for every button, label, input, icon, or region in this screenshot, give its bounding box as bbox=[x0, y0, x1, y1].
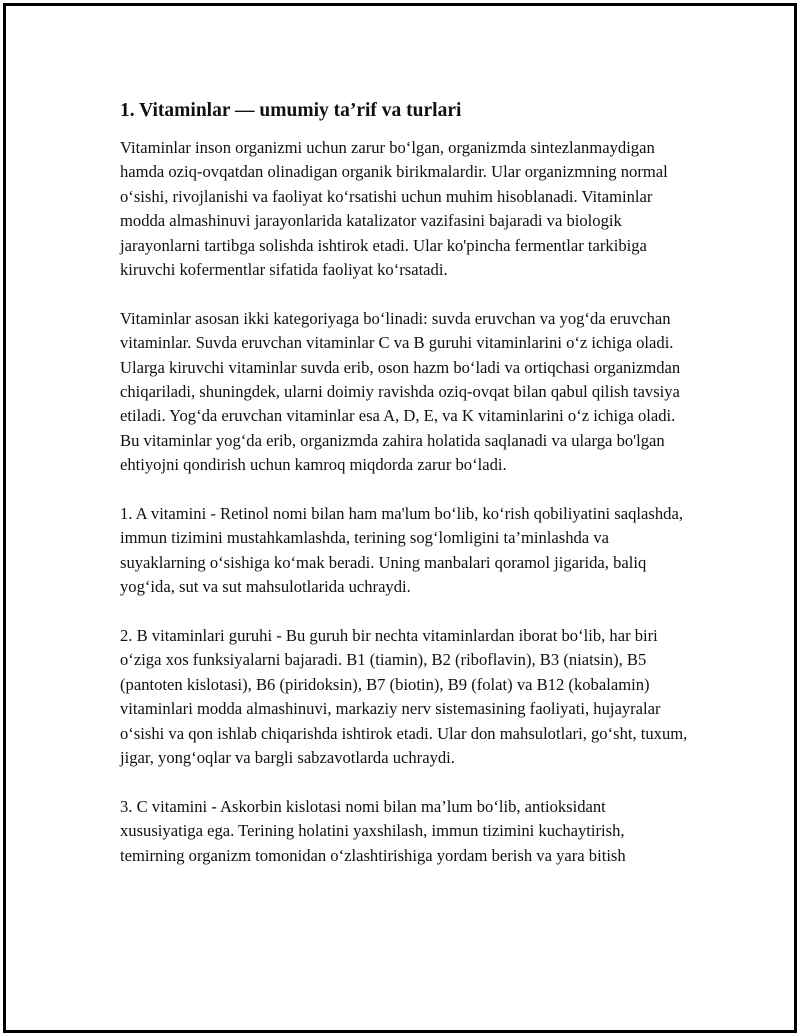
paragraph-categories: Vitaminlar asosan ikki kategoriyaga bo‘linadi: suvda eruvchan va yog‘da eruvchan vitaminlar. Suvda eruvchan vitaminlar C va B guruhi vitaminlarini o‘z ichiga oladi. Ularga kiruvchi vitaminlar suvda erib, oson hazm bo‘ladi va ortiqchasi organizmdan chiqariladi, shuningdek, ularni doimiy ravishda oziq-ovqat bilan qabul qilish tavsiya etiladi. Yog‘da eruvchan vitaminlar esa A, D, E, va K vitaminlarini o‘z ichiga oladi. Bu vitaminlar yog‘da erib, organizmda zahira holatida saqlanadi va ularga bo'lgan ehtiyojni qondirish uchun kamroq miqdorda zarur bo‘ladi. bbox=[120, 308, 681, 475]
paragraph-vitamin-a: 1. A vitamini - Retinol nomi bilan ham ma'lum bo‘lib, ko‘rish qobiliyatini saqlashda, immun tizimini mustahkamlashda, terining sog‘lomligini ta’minlashda va suyaklarning o‘sishiga ko‘mak beradi. Uning manbalari qoramol jigarida, baliq yog‘ida, sut va sut mahsulotlarida uchraydi. bbox=[120, 504, 683, 597]
paragraph-vitamin-c: 3. C vitamini - Askorbin kislotasi nomi bilan ma’lum bo‘lib, antioksidant xususiyatiga ega. Terining holatini yaxshilash, immun tizimini kuchaytirish, temirning organizm tomonidan o‘zlashtirishiga yordam berish va yara bitish bbox=[120, 796, 626, 865]
paragraph-vitamin-b-group: 2. B vitaminlari guruhi - Bu guruh bir nechta vitaminlardan iborat bo‘lib, har biri o‘ziga xos funksiyalarni bajaradi. B1 (tiamin), B2 (riboflavin), B3 (niatsin), B5 (pantoten kislotasi), B6 (piridoksin), B7 (biotin), B9 (folat) va B12 (kobalamin) vitaminlari modda almashinuvi, markaziy nerv sistemasining faoliyati, hujayralar o‘sishi va qon ishlab chiqarishda ishtirok etadi. Ular don mahsulotlari, go‘sht, tuxum, jigar, yong‘oqlar va bargli sabzavotlarda uchraydi. bbox=[120, 626, 688, 768]
section-title: 1. Vitaminlar — umumiy ta’rif va turlari bbox=[120, 100, 462, 121]
document-body bbox=[120, 98, 692, 893]
paragraph-definition: Vitaminlar inson organizmi uchun zarur bo‘lgan, organizmda sintezlanmaydigan hamda oziq-ovqatdan olinadigan organik birikmalardir. Ular organizmning normal o‘sishi, rivojlanishi va faoliyat ko‘rsatishi uchun muhim hisoblanadi. Vitaminlar modda almashinuvi jarayonlarida katalizator vazifasini bajaradi va biologik jarayonlarni tartibga solishda ishtirok etadi. Ular ko'pincha fermentlar tarkibiga kiruvchi kofermentlar sifatida faoliyat ko‘rsatadi. bbox=[120, 138, 668, 280]
page-frame bbox=[3, 3, 797, 1033]
